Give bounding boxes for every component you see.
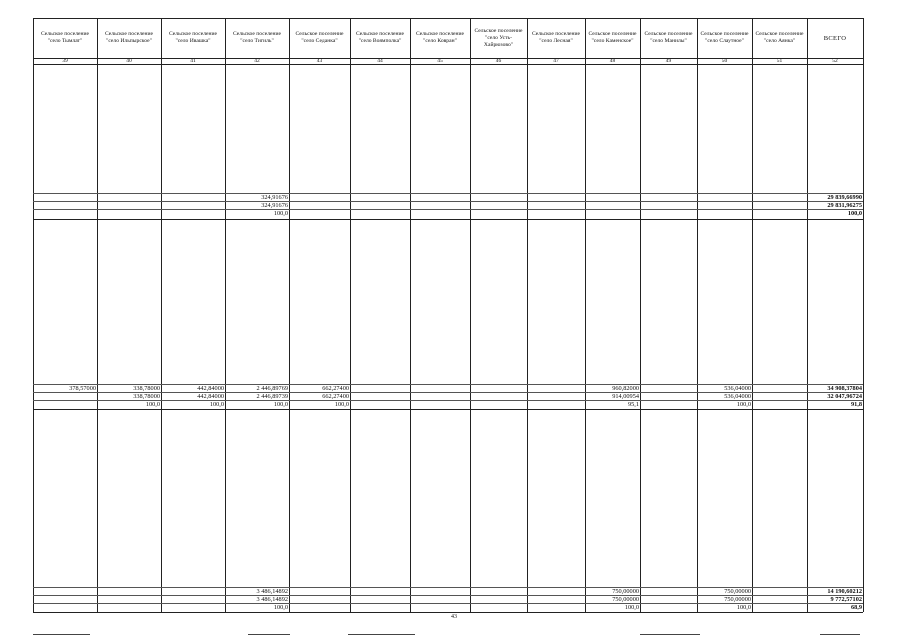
ivashka-value: 442,84000 [197,393,224,400]
total-value: 34 908,37804 [827,385,862,392]
column-header: ВСЕГО [823,34,847,42]
column-header: Сельское поселение "село Лесная" [532,31,580,44]
column-header: Сельское поселение "село Манилы" [644,31,693,44]
sedanka-value: 100,0 [334,401,349,408]
column-divider [350,18,351,612]
column-divider [33,18,34,612]
column-number: 47 [553,58,559,64]
ilpyr-value: 338,78000 [133,393,160,400]
kamenskoe-value: 100,0 [624,604,639,611]
column-number: 52 [832,58,838,64]
column-number: 40 [126,58,132,64]
column-divider [863,18,864,612]
column-divider [410,18,411,612]
tigil-value: 100,0 [273,210,288,217]
column-number: 41 [190,58,196,64]
tigil-value: 3 486,14892 [256,588,288,595]
column-divider [225,18,226,612]
row-divider [33,193,863,194]
ilpyr-value: 338,78000 [133,385,160,392]
row-divider [33,18,863,19]
column-header: Сельское поселение "село Тигиль" [233,31,281,44]
column-divider [470,18,471,612]
tigil-value: 2 446,89769 [256,385,288,392]
column-number: 51 [776,58,783,64]
column-number: 44 [377,58,383,64]
column-divider [640,18,641,612]
row-divider [33,64,863,65]
slautnoe-value: 100,0 [736,604,751,611]
kamenskoe-value: 750,00000 [612,588,639,595]
row-divider [33,201,863,202]
column-divider [289,18,290,612]
column-header: Сельское поселение "село Усть-Хайрюзово" [474,27,523,48]
footer-rule [33,634,90,635]
footer-rule [820,634,860,635]
total-value: 68,9 [850,604,862,611]
ivashka-value: 100,0 [209,401,224,408]
column-divider [697,18,698,612]
column-divider [585,18,586,612]
column-divider [97,18,98,612]
row-divider [33,612,863,613]
sedanka-value: 662,27400 [322,393,349,400]
slautnoe-value: 536,04000 [724,393,751,400]
column-header: Сельское поселение "село Ильпырское" [105,31,153,44]
row-divider [33,409,863,410]
column-divider [807,18,808,612]
kamenskoe-value: 914,00954 [612,393,639,400]
slautnoe-value: 750,00000 [724,596,751,603]
kamenskoe-value: 960,82000 [612,385,639,392]
row-divider [33,219,863,220]
total-value: 29 839,66990 [827,194,862,201]
column-header: Сельское поселение "село Аянка" [755,31,804,44]
total-value: 100,0 [847,210,862,217]
column-number: 48 [609,58,616,64]
tymlat-value: 378,57000 [69,385,96,392]
tigil-value: 324,91676 [261,202,288,209]
footer-rule [348,634,415,635]
tigil-value: 324,91676 [261,194,288,201]
column-number: 45 [437,58,443,64]
column-number: 46 [495,58,502,64]
column-number: 39 [62,58,68,64]
column-divider [752,18,753,612]
column-header: Сельское поселение "село Ковран" [416,31,464,44]
column-divider [527,18,528,612]
kamenskoe-value: 95,1 [627,401,639,408]
tigil-value: 100,0 [273,604,288,611]
column-number: 49 [665,58,672,64]
row-divider [33,209,863,210]
tigil-value: 2 446,89739 [256,393,288,400]
ilpyr-value: 100,0 [145,401,160,408]
slautnoe-value: 750,00000 [724,588,751,595]
column-header: Сельское поселение "село Ивашка" [169,31,217,44]
column-number: 43 [316,58,323,64]
slautnoe-value: 100,0 [736,401,751,408]
column-header: Сельское поселение "село Каменское" [588,31,637,44]
total-value: 29 831,96275 [827,202,862,209]
tigil-value: 3 486,14892 [256,596,288,603]
footer-rule [640,634,700,635]
column-header: Сельское поселение "село Слаутное" [700,31,749,44]
total-value: 32 047,96724 [827,393,862,400]
kamenskoe-value: 750,00000 [612,596,639,603]
column-header: Сельское поселение "село Седанка" [295,31,344,44]
column-number: 42 [254,58,260,64]
sedanka-value: 662,27400 [322,385,349,392]
total-value: 14 190,60212 [827,588,862,595]
total-value: 91,8 [850,401,862,408]
total-value: 9 772,57102 [830,596,862,603]
ivashka-value: 442,84000 [197,385,224,392]
column-divider [161,18,162,612]
column-header: Сельское поселение "село Воямполка" [356,31,404,44]
column-number: 50 [721,58,728,64]
column-header: Сельское поселение "село Тымлат" [41,31,89,44]
row-divider [33,58,863,59]
page-number: 43 [451,614,457,620]
slautnoe-value: 536,04000 [724,385,751,392]
footer-rule [248,634,290,635]
tigil-value: 100,0 [273,401,288,408]
